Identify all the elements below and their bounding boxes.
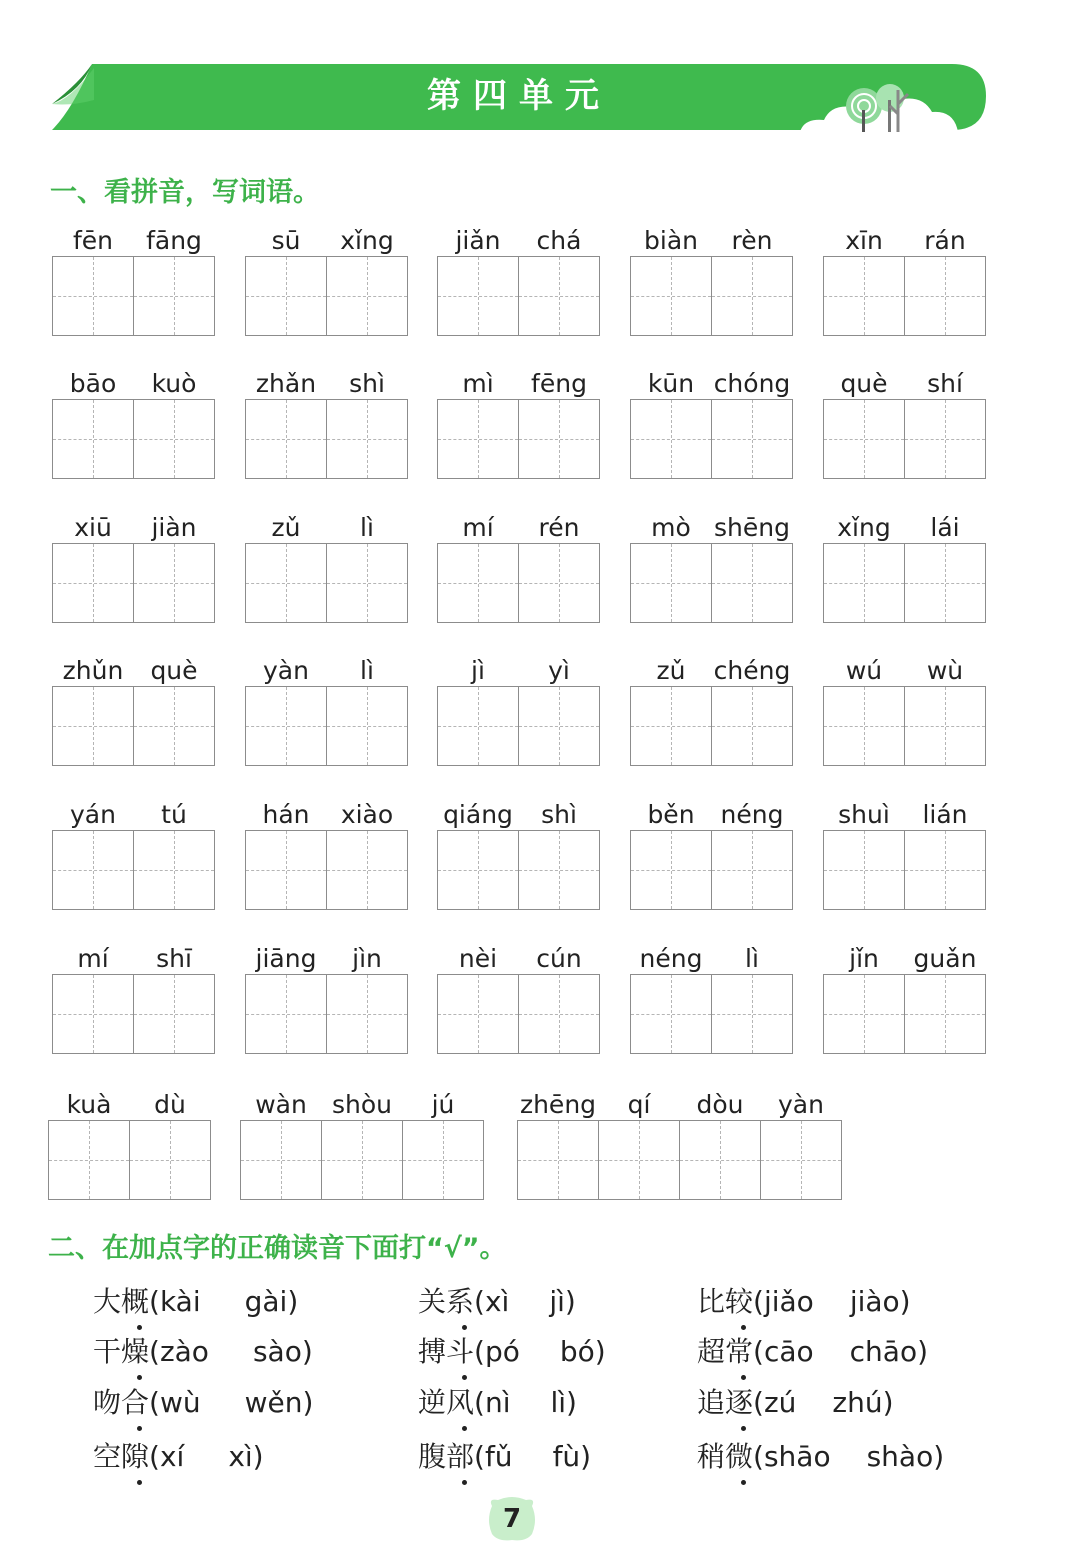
pinyin-syllable: shì <box>541 800 577 829</box>
writing-cell[interactable] <box>327 687 407 765</box>
writing-boxes <box>245 830 408 910</box>
writing-boxes <box>630 399 793 479</box>
section1-title: 一、看拼音，写词语。 <box>50 177 320 208</box>
pronunciation-item <box>697 1435 944 1475</box>
writing-boxes <box>630 974 793 1054</box>
writing-cell[interactable] <box>518 1121 599 1199</box>
pinyin-syllable: néng <box>639 944 703 973</box>
pinyin-syllable: kuò <box>151 369 197 398</box>
writing-cell[interactable] <box>53 687 134 765</box>
writing-cell[interactable] <box>519 400 599 478</box>
writing-cell[interactable] <box>905 975 985 1053</box>
pronunciation-item <box>418 1280 576 1320</box>
pinyin-syllable: rán <box>924 226 966 255</box>
open-paren: ( <box>753 1386 764 1419</box>
pinyin-syllable: jǐn <box>849 944 879 973</box>
emphasis-dot <box>462 1480 467 1485</box>
writing-boxes <box>437 830 600 910</box>
writing-cell[interactable] <box>761 1121 841 1199</box>
writing-cell[interactable] <box>403 1121 483 1199</box>
open-paren: ( <box>149 1335 160 1368</box>
writing-cell[interactable] <box>712 544 792 622</box>
writing-boxes <box>245 686 408 766</box>
writing-cell[interactable] <box>438 400 519 478</box>
writing-cell[interactable] <box>824 257 905 335</box>
writing-cell[interactable] <box>246 400 327 478</box>
item-word: 稍微 <box>697 1435 753 1475</box>
writing-boxes <box>52 830 215 910</box>
pronunciation-item <box>93 1381 313 1421</box>
pinyin-syllable: rén <box>538 513 580 542</box>
writing-cell[interactable] <box>246 544 327 622</box>
pinyin-syllable: xǐng <box>837 513 891 542</box>
writing-boxes <box>823 974 986 1054</box>
writing-cell[interactable] <box>322 1121 403 1199</box>
writing-boxes <box>823 256 986 336</box>
pinyin-syllable: kūn <box>647 369 695 398</box>
item-word: 比较 <box>697 1280 753 1320</box>
close-paren: ) <box>594 1335 606 1368</box>
reading-option-b[interactable]: xì <box>228 1440 253 1473</box>
item-word: 搏斗 <box>418 1330 474 1370</box>
pinyin-syllable: sū <box>271 226 301 255</box>
pinyin-syllable: yán <box>70 800 116 829</box>
writing-cell[interactable] <box>49 1121 130 1199</box>
pinyin-syllable: zhǔn <box>62 656 124 685</box>
writing-cell[interactable] <box>134 831 214 909</box>
pinyin-syllable: xiū <box>74 513 112 542</box>
pinyin-syllable: qí <box>627 1090 651 1119</box>
pinyin-syllable: zhēng <box>519 1090 597 1119</box>
reading-option-b[interactable]: wěn <box>244 1386 303 1419</box>
reading-option-b[interactable]: shào <box>866 1440 934 1473</box>
writing-cell[interactable] <box>246 831 327 909</box>
reading-option-a[interactable]: jiǎo <box>763 1285 814 1318</box>
writing-cell[interactable] <box>824 544 905 622</box>
writing-cell[interactable] <box>519 544 599 622</box>
pinyin-syllable: dòu <box>696 1090 744 1119</box>
pinyin-syllable: jiǎn <box>455 226 501 255</box>
item-word: 空隙 <box>93 1435 149 1475</box>
reading-option-a[interactable]: nì <box>484 1386 511 1419</box>
pinyin-syllable: jú <box>431 1090 455 1119</box>
pinyin-syllable: mò <box>651 513 691 542</box>
close-paren: ) <box>302 1386 314 1419</box>
pinyin-syllable: mí <box>462 513 494 542</box>
writing-cell[interactable] <box>134 544 214 622</box>
emphasis-dot <box>137 1426 142 1431</box>
reading-option-b[interactable]: zhú <box>832 1386 883 1419</box>
reading-option-a[interactable]: kài <box>159 1285 201 1318</box>
pinyin-syllable: fēng <box>531 369 587 398</box>
writing-boxes <box>630 256 793 336</box>
close-paren: ) <box>933 1440 945 1473</box>
item-word: 干燥 <box>93 1330 149 1370</box>
writing-boxes <box>630 686 793 766</box>
close-paren: ) <box>287 1285 299 1318</box>
writing-boxes <box>245 543 408 623</box>
pinyin-syllable: chéng <box>713 656 791 685</box>
item-word: 超常 <box>697 1330 753 1370</box>
close-paren: ) <box>917 1335 929 1368</box>
reading-option-b[interactable]: lì <box>550 1386 567 1419</box>
emphasis-dot <box>741 1426 746 1431</box>
writing-boxes <box>437 543 600 623</box>
reading-option-a[interactable]: pó <box>484 1335 520 1368</box>
pronunciation-item <box>697 1280 911 1320</box>
reading-option-a[interactable]: shāo <box>763 1440 831 1473</box>
pinyin-syllable: fāng <box>146 226 202 255</box>
reading-option-a[interactable]: xì <box>484 1285 510 1318</box>
writing-cell[interactable] <box>905 544 985 622</box>
pinyin-syllable: què <box>150 656 198 685</box>
writing-cell[interactable] <box>327 544 407 622</box>
pinyin-syllable: běn <box>647 800 695 829</box>
pinyin-syllable: yàn <box>263 656 309 685</box>
pinyin-syllable: wú <box>845 656 883 685</box>
close-paren: ) <box>566 1386 577 1419</box>
writing-boxes <box>52 543 215 623</box>
reading-option-b[interactable]: jì <box>549 1285 565 1318</box>
pinyin-syllable: wàn <box>255 1090 307 1119</box>
pinyin-syllable: jì <box>471 656 485 685</box>
pinyin-syllable: jìn <box>352 944 382 973</box>
pinyin-syllable: wù <box>926 656 964 685</box>
pinyin-syllable: shī <box>156 944 192 973</box>
writing-boxes <box>823 686 986 766</box>
reading-option-b[interactable]: chāo <box>849 1335 918 1368</box>
writing-cell[interactable] <box>905 831 985 909</box>
item-word: 大概 <box>93 1280 149 1320</box>
writing-cell[interactable] <box>327 257 407 335</box>
pinyin-syllable: qiáng <box>443 800 513 829</box>
writing-cell[interactable] <box>631 257 712 335</box>
writing-cell[interactable] <box>438 831 519 909</box>
open-paren: ( <box>474 1285 485 1318</box>
writing-cell[interactable] <box>134 975 214 1053</box>
pinyin-syllable: mì <box>462 369 494 398</box>
writing-cell[interactable] <box>327 975 407 1053</box>
open-paren: ( <box>149 1285 160 1318</box>
pinyin-syllable: rèn <box>731 226 773 255</box>
close-paren: ) <box>882 1386 894 1419</box>
writing-cell[interactable] <box>631 400 712 478</box>
writing-cell[interactable] <box>905 400 985 478</box>
writing-cell[interactable] <box>53 975 134 1053</box>
open-paren: ( <box>753 1335 764 1368</box>
writing-boxes <box>52 256 215 336</box>
writing-cell[interactable] <box>438 975 519 1053</box>
writing-cell[interactable] <box>134 687 214 765</box>
section2-title: 二、在加点字的正确读音下面打“√”。 <box>48 1233 507 1264</box>
writing-boxes <box>52 399 215 479</box>
writing-cell[interactable] <box>519 687 599 765</box>
pinyin-syllable: nèi <box>458 944 498 973</box>
pinyin-syllable: bāo <box>69 369 117 398</box>
writing-cell[interactable] <box>53 544 134 622</box>
writing-boxes <box>437 974 600 1054</box>
writing-cell[interactable] <box>519 831 599 909</box>
writing-cell[interactable] <box>130 1121 210 1199</box>
reading-option-b[interactable]: fù <box>552 1440 581 1473</box>
reading-option-a[interactable]: fǔ <box>484 1440 513 1473</box>
pinyin-syllable: fēn <box>72 226 114 255</box>
writing-cell[interactable] <box>327 400 407 478</box>
writing-cell[interactable] <box>438 257 519 335</box>
writing-boxes <box>52 974 215 1054</box>
open-paren: ( <box>149 1440 160 1473</box>
pinyin-syllable: shēng <box>714 513 790 542</box>
item-word: 吻合 <box>93 1381 149 1421</box>
writing-boxes <box>245 974 408 1054</box>
pronunciation-item <box>93 1330 313 1370</box>
writing-cell[interactable] <box>712 975 792 1053</box>
close-paren: ) <box>301 1335 313 1368</box>
writing-cell[interactable] <box>712 400 792 478</box>
open-paren: ( <box>474 1386 485 1419</box>
writing-cell[interactable] <box>824 400 905 478</box>
pinyin-syllable: néng <box>720 800 784 829</box>
writing-cell[interactable] <box>519 975 599 1053</box>
writing-cell[interactable] <box>712 831 792 909</box>
pinyin-syllable: lì <box>745 944 759 973</box>
pronunciation-item <box>93 1280 298 1320</box>
pinyin-syllable: shòu <box>331 1090 392 1119</box>
emphasis-dot <box>462 1375 467 1380</box>
pinyin-syllable: jiàn <box>151 513 197 542</box>
pronunciation-item <box>418 1435 591 1475</box>
writing-cell[interactable] <box>134 400 214 478</box>
writing-cell[interactable] <box>824 687 905 765</box>
reading-option-a[interactable]: zú <box>763 1386 797 1419</box>
page-number: 7 <box>502 1504 522 1534</box>
pinyin-syllable: chóng <box>713 369 791 398</box>
writing-cell[interactable] <box>246 975 327 1053</box>
pinyin-syllable: shì <box>349 369 385 398</box>
writing-cell[interactable] <box>519 257 599 335</box>
pronunciation-item <box>697 1381 894 1421</box>
writing-boxes <box>630 543 793 623</box>
writing-cell[interactable] <box>246 687 327 765</box>
open-paren: ( <box>474 1440 485 1473</box>
writing-boxes <box>517 1120 842 1200</box>
writing-cell[interactable] <box>241 1121 322 1199</box>
pronunciation-item <box>697 1330 928 1370</box>
pinyin-syllable: dù <box>154 1090 186 1119</box>
pinyin-syllable: mí <box>77 944 109 973</box>
reading-option-b[interactable]: bó <box>559 1335 595 1368</box>
pinyin-syllable: xīn <box>845 226 883 255</box>
pinyin-syllable: cún <box>536 944 582 973</box>
pinyin-syllable: shí <box>927 369 963 398</box>
writing-boxes <box>245 256 408 336</box>
emphasis-dot <box>741 1480 746 1485</box>
writing-cell[interactable] <box>680 1121 761 1199</box>
writing-boxes <box>823 399 986 479</box>
writing-cell[interactable] <box>631 831 712 909</box>
pinyin-syllable: chá <box>536 226 582 255</box>
writing-cell[interactable] <box>53 257 134 335</box>
open-paren: ( <box>149 1386 160 1419</box>
close-paren: ) <box>564 1285 576 1318</box>
item-word: 逆风 <box>418 1381 474 1421</box>
pinyin-syllable: xǐng <box>340 226 394 255</box>
writing-cell[interactable] <box>53 831 134 909</box>
writing-cell[interactable] <box>712 257 792 335</box>
reading-option-b[interactable]: gài <box>244 1285 288 1318</box>
pronunciation-item <box>93 1435 264 1475</box>
emphasis-dot <box>137 1375 142 1380</box>
writing-cell[interactable] <box>438 687 519 765</box>
writing-boxes <box>245 399 408 479</box>
reading-option-b[interactable]: sào <box>252 1335 302 1368</box>
writing-cell[interactable] <box>824 975 905 1053</box>
pinyin-syllable: lián <box>922 800 968 829</box>
open-paren: ( <box>474 1335 485 1368</box>
item-word: 追逐 <box>697 1381 753 1421</box>
writing-cell[interactable] <box>631 975 712 1053</box>
pinyin-syllable: què <box>840 369 888 398</box>
writing-cell[interactable] <box>438 544 519 622</box>
pinyin-syllable: zǔ <box>271 513 301 542</box>
writing-boxes <box>823 830 986 910</box>
writing-boxes <box>437 399 600 479</box>
unit-banner <box>52 60 986 132</box>
writing-cell[interactable] <box>631 544 712 622</box>
writing-cell[interactable] <box>824 831 905 909</box>
writing-cell[interactable] <box>712 687 792 765</box>
emphasis-dot <box>137 1480 142 1485</box>
writing-boxes <box>240 1120 484 1200</box>
writing-cell[interactable] <box>905 257 985 335</box>
pronunciation-item <box>418 1330 606 1370</box>
close-paren: ) <box>580 1440 592 1473</box>
writing-boxes <box>48 1120 211 1200</box>
reading-option-a[interactable]: xí <box>159 1440 185 1473</box>
pinyin-syllable: shuì <box>838 800 890 829</box>
reading-option-a[interactable]: cāo <box>763 1335 814 1368</box>
reading-option-b[interactable]: jiào <box>849 1285 900 1318</box>
emphasis-dot <box>741 1375 746 1380</box>
writing-boxes <box>437 256 600 336</box>
pronunciation-item <box>418 1381 577 1421</box>
pinyin-syllable: zǔ <box>656 656 686 685</box>
pinyin-syllable: lái <box>930 513 960 542</box>
writing-cell[interactable] <box>327 831 407 909</box>
pinyin-syllable: jiāng <box>255 944 317 973</box>
pinyin-syllable: lì <box>360 656 374 685</box>
writing-boxes <box>52 686 215 766</box>
item-word: 关系 <box>418 1280 474 1320</box>
open-paren: ( <box>753 1285 764 1318</box>
close-paren: ) <box>252 1440 264 1473</box>
writing-cell[interactable] <box>599 1121 680 1199</box>
writing-boxes <box>630 830 793 910</box>
pinyin-syllable: kuà <box>66 1090 112 1119</box>
pinyin-syllable: lì <box>360 513 374 542</box>
pinyin-syllable: hán <box>262 800 310 829</box>
close-paren: ) <box>899 1285 911 1318</box>
item-word: 腹部 <box>418 1435 474 1475</box>
writing-cell[interactable] <box>246 257 327 335</box>
pinyin-syllable: yì <box>548 656 570 685</box>
writing-boxes <box>823 543 986 623</box>
writing-cell[interactable] <box>134 257 214 335</box>
pinyin-syllable: biàn <box>644 226 698 255</box>
reading-option-a[interactable]: zào <box>159 1335 209 1368</box>
open-paren: ( <box>753 1440 764 1473</box>
unit-title: 第四单元 <box>427 76 611 116</box>
page-number-badge <box>486 1496 538 1542</box>
writing-cell[interactable] <box>631 687 712 765</box>
pinyin-syllable: xiào <box>340 800 394 829</box>
reading-option-a[interactable]: wù <box>159 1386 201 1419</box>
writing-cell[interactable] <box>53 400 134 478</box>
pinyin-syllable: guǎn <box>913 944 977 973</box>
pinyin-syllable: yàn <box>778 1090 824 1119</box>
emphasis-dot <box>462 1426 467 1431</box>
writing-boxes <box>437 686 600 766</box>
writing-cell[interactable] <box>905 687 985 765</box>
pinyin-syllable: tú <box>161 800 187 829</box>
pinyin-syllable: zhǎn <box>255 369 317 398</box>
